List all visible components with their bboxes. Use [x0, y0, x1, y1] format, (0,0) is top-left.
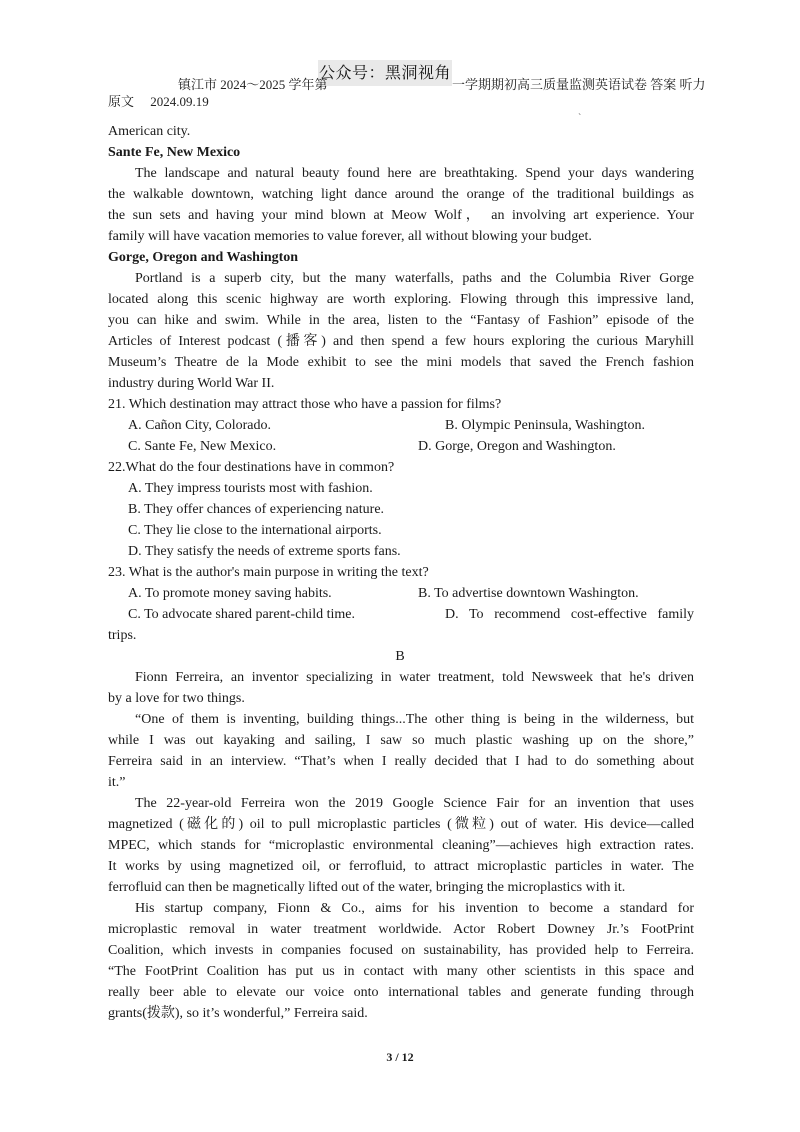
- paragraph-line: while I was out kayaking and sailing, I saw so much plastic washing up on the shore,”: [108, 733, 694, 748]
- stray-mark: ˋ: [578, 113, 582, 124]
- question-option: D. Gorge, Oregon and Washington.: [418, 439, 616, 454]
- section-title-gorge: Gorge, Oregon and Washington: [108, 250, 299, 265]
- header-title-right: 一学期期初高三质量监测英语试卷 答案 听力: [452, 77, 706, 92]
- paragraph-line: Fionn Ferreira, an inventor specializing in water treatment, told Newsweek that he's driven: [135, 670, 694, 685]
- question-option: A. To promote money saving habits.: [128, 586, 332, 601]
- question-option: B. To advertise downtown Washington.: [418, 586, 639, 601]
- paragraph-line: “The FootPrint Coalition has put us in contact with many other scientists in this space and: [108, 964, 694, 979]
- header-date: 原文 2024.09.19: [108, 94, 209, 109]
- paragraph-line: Museum’s Theatre de la Mode exhibit to see the mini models that saved the French fashion: [108, 355, 694, 370]
- paragraph-line: grants(拨款), so it’s wonderful,” Ferreira said.: [108, 1006, 368, 1021]
- section-title-santa-fe: Sante Fe, New Mexico: [108, 145, 241, 160]
- question-option: A. Cañon City, Colorado.: [128, 418, 271, 433]
- question-option: C. They lie close to the international airports.: [128, 523, 382, 538]
- question-stem-22: 22.What do the four destinations have in common?: [108, 460, 395, 475]
- paragraph-line: magnetized (磁化的) oil to pull microplastic particles (微粒) out of water. His device—called: [108, 817, 694, 832]
- watermark-label: 公众号：黑洞视角: [318, 60, 452, 86]
- section-label-b: B: [395, 649, 405, 664]
- paragraph-line: located along this scenic highway are worth exploring. Flowing through this impressive land,: [108, 292, 694, 307]
- question-option: D. They satisfy the needs of extreme sports fans.: [128, 544, 401, 559]
- paragraph-line: microplastic removal in water treatment worldwide. Actor Robert Downey Jr.’s FootPrint: [108, 922, 694, 937]
- paragraph-line: Articles of Interest podcast (播客) and then spend a few hours exploring the curious Maryhill: [108, 334, 694, 349]
- header-title-left: 镇江市 2024～2025 学年第: [178, 77, 328, 92]
- paragraph-line: industry during World War II.: [108, 376, 275, 391]
- page-number: 3 / 12: [386, 1050, 414, 1064]
- question-option: A. They impress tourists most with fashion.: [128, 481, 373, 496]
- question-stem-21: 21. Which destination may attract those who have a passion for films?: [108, 397, 502, 412]
- paragraph-line: His startup company, Fionn & Co., aims for his invention to become a standard for: [135, 901, 694, 916]
- paragraph-line: by a love for two things.: [108, 691, 245, 706]
- paragraph-line: The landscape and natural beauty found here are breathtaking. Spend your days wandering: [135, 166, 694, 181]
- question-option: C. Sante Fe, New Mexico.: [128, 439, 277, 454]
- paragraph-line: It works by using magnetized oil, or ferrofluid, to attract microplastic particles in water. The: [108, 859, 694, 874]
- paragraph-line: really beer able to elevate our voice onto international tables and generate funding through: [108, 985, 694, 1000]
- question-option: C. To advocate shared parent-child time.: [128, 607, 355, 622]
- question-option: B. They offer chances of experiencing nature.: [128, 502, 385, 517]
- question-option: D. To recommend cost-effective family: [445, 607, 694, 622]
- paragraph-line: MPEC, which stands for “microplastic environmental cleaning”—achieves high extraction rates.: [108, 838, 694, 853]
- paragraph-line: Coalition, which invests in companies focused on sustainability, has provided help to Ferreira.: [108, 943, 694, 958]
- paragraph-line: you can hike and swim. While in the area, listen to the “Fantasy of Fashion” episode of the: [108, 313, 694, 328]
- paragraph-line: “One of them is inventing, building things...The other thing is being in the wilderness, but: [135, 712, 694, 727]
- paragraph-line: the sun sets and having your mind blown at Meow Wolf， an involving art experience. Your: [108, 208, 694, 223]
- paragraph-line: the walkable downtown, watching light dance around the orange of the traditional buildings as: [108, 187, 694, 202]
- paragraph-line: The 22-year-old Ferreira won the 2019 Google Science Fair for an invention that uses: [135, 796, 694, 811]
- paragraph-line: Ferreira said in an interview. “That’s when I really decided that I had to do something about: [108, 754, 694, 769]
- question-option: B. Olympic Peninsula, Washington.: [445, 418, 646, 433]
- question-option-continued: trips.: [108, 628, 137, 643]
- paragraph-line: it.”: [108, 775, 126, 790]
- paragraph-line: ferrofluid can then be magnetically lifted out of the water, bringing the microplastics with it.: [108, 880, 626, 895]
- paragraph-line: family will have vacation memories to value forever, all without blowing your budget.: [108, 229, 592, 244]
- question-stem-23: 23. What is the author's main purpose in writing the text?: [108, 565, 429, 580]
- passage-lead: American city.: [108, 124, 191, 139]
- paragraph-line: Portland is a superb city, but the many waterfalls, paths and the Columbia River Gorge: [135, 271, 694, 286]
